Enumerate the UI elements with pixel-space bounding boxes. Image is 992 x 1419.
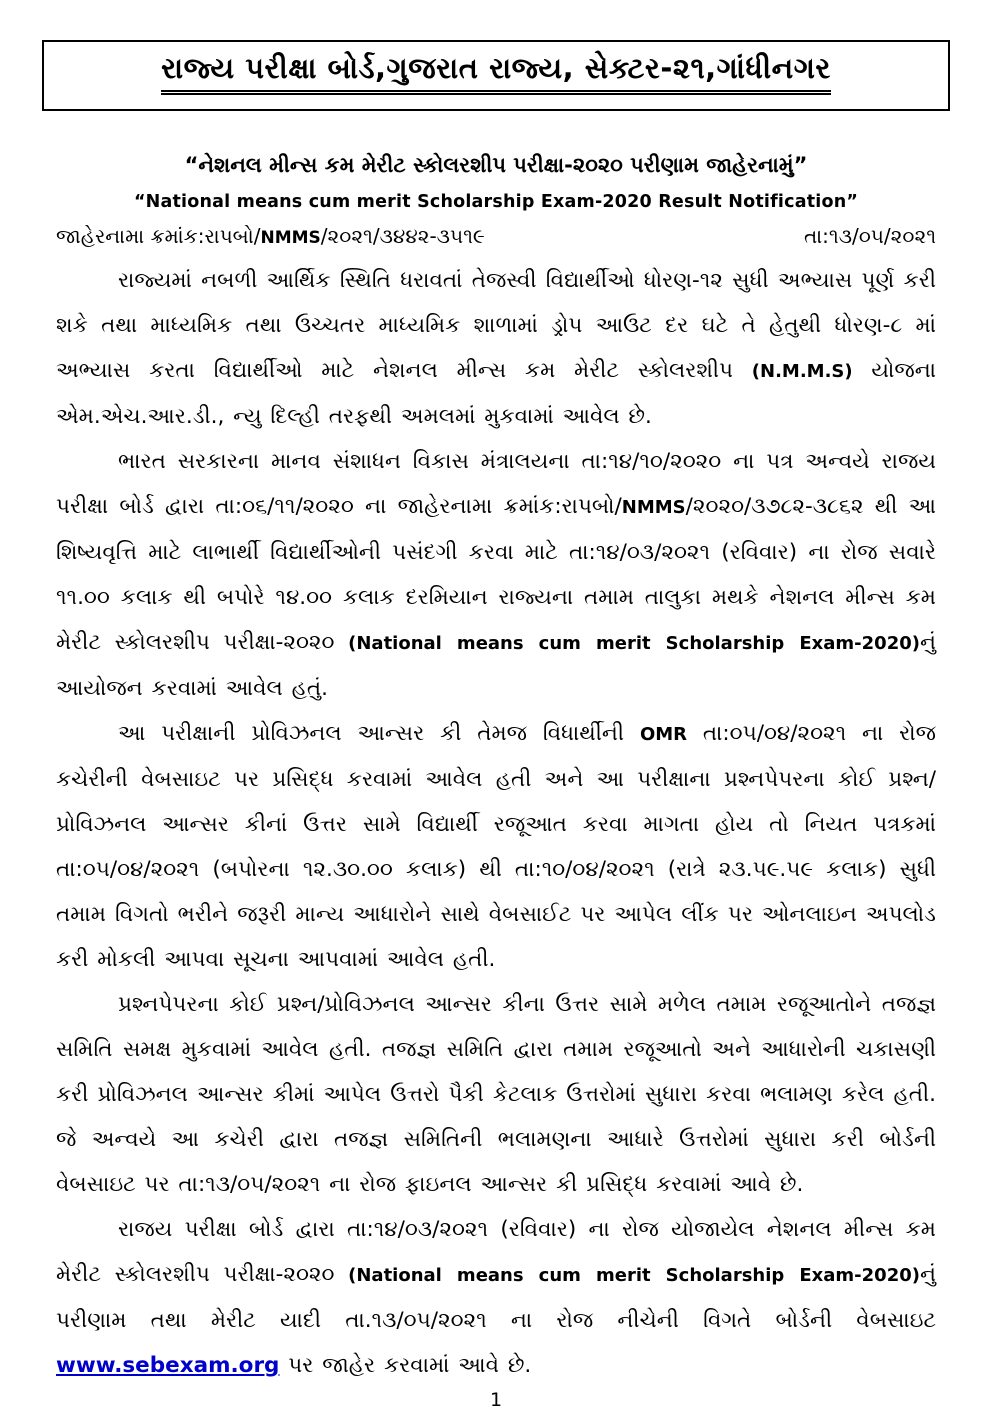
paragraph <box>56 711 936 982</box>
website-link[interactable]: www.sebexam.org <box>56 1353 280 1378</box>
page-number: 1 <box>489 1389 503 1411</box>
gujarati-text-segment: રાજ્યમાં નબળી આર્થિક સ્થિતિ ધરાવતાં તેજસ્વી વિદ્યાર્થીઓ ધોરણ-૧૨ સુધી અભ્યાસ પૂર્ણ કરી શકે તથા માધ્યમિક તથા ઉચ્ચતર માધ્યમિક શાળામાં ડ્રોપ આઉટ દર ઘટે તે હેતુથી ધોરણ-૮ માં અભ્યાસ કરતા વિદ્યાર્થીઓ માટે નેશનલ મીન્સ કમ મેરીટ સ્કોલરશીપ <box>56 268 936 383</box>
latin-text-segment: OMR <box>639 724 688 745</box>
gujarati-text-segment: આ પરીક્ષાની પ્રોવિઝનલ આન્સર કી તેમજ વિધાર્થીની <box>118 721 640 746</box>
gujarati-text-segment: નું આયોજન કરવામાં આવેલ હતું. <box>56 630 936 701</box>
document-body <box>42 258 950 1388</box>
subtitle-english: “National means cum merit Scholarship Exam-2020 Result Notification” <box>133 192 859 212</box>
paragraph <box>56 982 936 1207</box>
subtitle-gujarati: “નેશનલ મીન્સ કમ મેરીટ સ્કોલરશીપ પરીક્ષા-૨૦૨૦ પરીણામ જાહેરનામું” <box>184 153 808 177</box>
page-title: રાજ્ય પરીક્ષા બોર્ડ,ગુજરાત રાજ્ય, સેક્ટર-૨૧,ગાંધીનગર <box>161 51 831 95</box>
latin-text-segment: (N.M.M.S) <box>751 361 853 382</box>
notification-number-suffix: /૨૦૨૧/૩૪૪૨-૩૫૧૯ <box>320 224 485 248</box>
latin-text-segment: (National means cum merit Scholarship Exam-2020) <box>348 1265 920 1286</box>
paragraph <box>56 439 936 711</box>
gujarati-text-segment: યોજના એમ.એચ.આર.ડી., ન્યુ દિલ્હી તરફથી અમલમાં મુકવામાં આવેલ છે. <box>56 358 936 429</box>
gujarati-text-segment: નું પરીણામ તથા મેરીટ યાદી તા.૧૩/૦૫/૨૦૨૧ ના રોજ નીચેની વિગતે બોર્ડની વેબસાઇટ <box>56 1262 936 1333</box>
reference-line <box>42 224 950 248</box>
gujarati-text-segment: રાજય પરીક્ષા બોર્ડ દ્વારા તા:૧૪/૦૩/૨૦૨૧ (રવિવાર) ના રોજ યોજાયેલ નેશનલ મીન્સ કમ મેરીટ સ્કોલરશીપ પરીક્ષા-૨૦૨૦ <box>56 1217 936 1287</box>
document-header <box>42 40 950 111</box>
paragraph <box>56 258 936 439</box>
paragraph <box>56 1207 936 1388</box>
latin-text-segment: (National means cum merit Scholarship Exam-2020) <box>348 633 920 654</box>
notification-number-latin: NMMS <box>260 228 321 248</box>
gujarati-text-segment: તા:૦૫/૦૪/૨૦૨૧ ના રોજ કચેરીની વેબસાઇટ પર પ્રસિદ્ધ કરવામાં આવેલ હતી અને આ પરીક્ષાના પ્રશ્નપેપરના કોઈ પ્રશ્ન/પ્રોવિઝનલ આન્સર કીનાં ઉત્તર સામે વિદ્યાર્થી રજૂઆત કરવા માગતા હોય તો નિયત પત્રકમાં તા:૦૫/૦૪/૨૦૨૧ (બપોરના ૧૨.૩૦.૦૦ કલાક) થી તા:૧૦/૦૪/૨૦૨૧ (રાત્રે ૨૩.૫૯.૫૯ કલાક) સુધી તમામ વિગતો ભરીને જરૂરી માન્ય આધારોને સાથે વેબસાઈટ પર આપેલ લીંક પર ઓનલાઇન અપલોડ કરી મોકલી આપવા સૂચના આપવામાં આવેલ હતી. <box>56 721 937 972</box>
gujarati-text-segment: /૨૦૨૦/૩૭૮૨-૩૮૬૨ થી આ શિષ્યવૃત્તિ માટે લાભાર્થી વિદ્યાર્થીઓની પસંદગી કરવા માટે તા:૧૪/૦૩/૨૦૨૧ (રવિવાર) ના રોજ સવારે ૧૧.૦૦ કલાક થી બપોરે ૧૪.૦૦ કલાક દરમિયાન રાજ્યના તમામ તાલુકા મથકે નેશનલ મીન્સ કમ મેરીટ સ્કોલરશીપ પરીક્ષા-૨૦૨૦ <box>56 494 937 655</box>
notification-number <box>56 224 485 248</box>
notification-number-prefix: જાહેરનામા ક્રમાંક:રાપબો/ <box>56 224 261 248</box>
notification-date: તા:૧૩/૦૫/૨૦૨૧ <box>804 224 936 248</box>
gujarati-text-segment: પર જાહેર કરવામાં આવે છે. <box>279 1353 532 1378</box>
gujarati-text-segment: પ્રશ્નપેપરના કોઈ પ્રશ્ન/પ્રોવિઝનલ આન્સર કીના ઉત્તર સામે મળેલ તમામ રજૂઆતોને તજજ્ઞ સમિતિ સમક્ષ મુકવામાં આવેલ હતી. તજજ્ઞ સમિતિ દ્વારા તમામ રજૂઆતો અને આધારોની ચકાસણી કરી પ્રોવિઝનલ આન્સર કીમાં આપેલ ઉત્તરો પૈકી કેટલાક ઉત્તરોમાં સુધારા કરવા ભલામણ કરેલ હતી. જે અન્વયે આ કચેરી દ્વારા તજજ્ઞ સમિતિની ભલામણના આધારે ઉત્તરોમાં સુધારા કરી બોર્ડની વેબસાઇટ પર તા:૧૩/૦૫/૨૦૨૧ ના રોજ ફાઇનલ આન્સર કી પ્રસિદ્ધ કરવામાં આવે છે. <box>56 992 936 1197</box>
latin-text-segment: NMMS <box>621 497 686 518</box>
gujarati-text-segment: ભારત સરકારના માનવ સંશાધન વિકાસ મંત્રાલયના તા:૧૪/૧૦/૨૦૨૦ ના પત્ર અન્વયે રાજય પરીક્ષા બોર્ડ દ્વારા તા:૦૬/૧૧/૨૦૨૦ ના જાહેરનામા ક્રમાંક:રાપબો/ <box>56 449 936 519</box>
